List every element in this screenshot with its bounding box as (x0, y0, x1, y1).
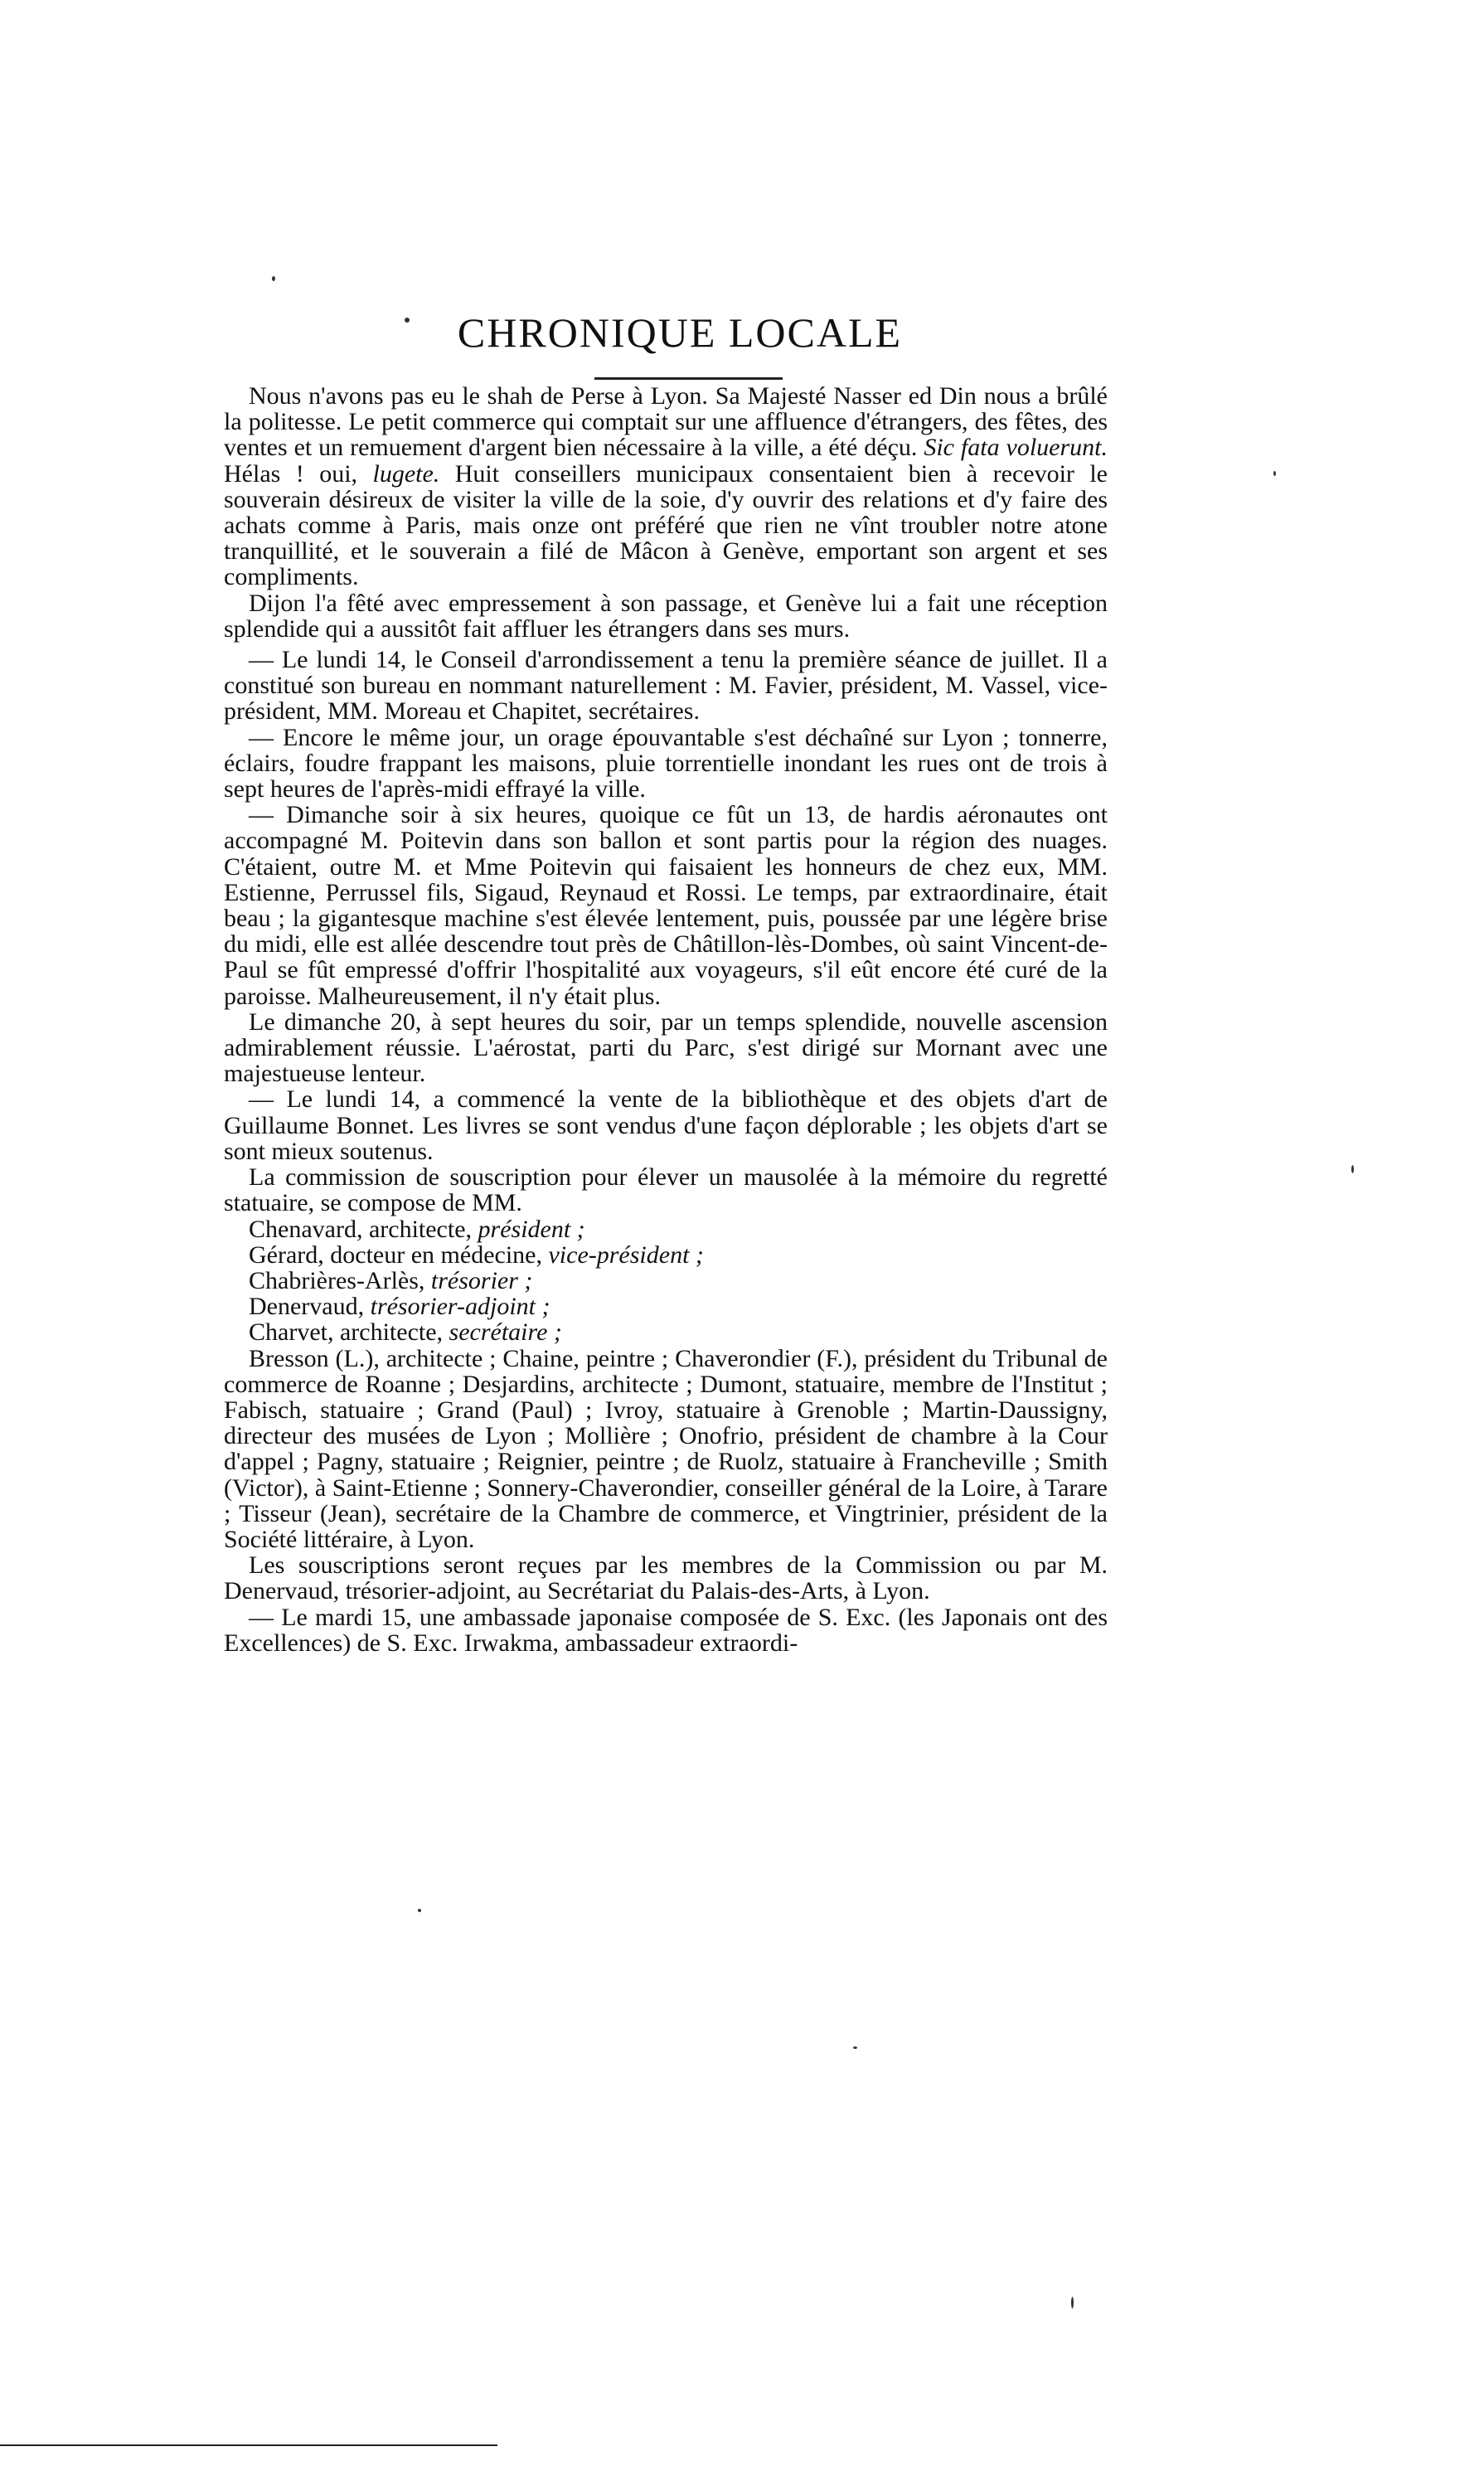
latin-phrase: Sic fata voluerunt. (924, 434, 1108, 462)
member-name: Charvet, architecte, (249, 1318, 444, 1347)
print-speck (1351, 1165, 1354, 1173)
role-line (224, 1242, 1108, 1268)
paragraph-members: Bresson (L.), architecte ; Chaine, peintre ; Chaverondier (F.), président du Tribunal de commerce de Roanne ; Desjardins, architecte ; Dumont, statuaire, membre de l'Institut ; Fabisch, statuaire ; Grand (Paul) ; Ivroy, statuaire à Grenoble ; Martin-Daussigny, directeur des musées de Lyon ; Mollière ; Onofrio, président de chambre à la Cour d'appel ; Pagny, statuaire ; Reignier, peintre ; de Ruolz, statuaire à Francheville ; Smith (Victor), à Saint-Etienne ; Sonnery-Chaverondier, conseiller général de la Loire, à Tarare ; Tisseur (Jean), secrétaire de la Chambre de commerce, et Vingtrinier, président de la Société littéraire, à Lyon. (224, 1344, 1108, 1553)
paragraph-ballon: — Dimanche soir à six heures, quoique ce fût un 13, de hardis aéronautes ont accompagné M. Poitevin dans son ballon et sont partis pour la région des nuages. C'étaient, outre M. et Mme Poitevin qui faisaient les honneurs de chez eux, MM. Estienne, Perrussel fils, Sigaud, Reynaud et Rossi. Le temps, par extraordinaire, était beau ; la gigantesque machine s'est élevée lentement, puis, poussée par une légère brise du midi, elle est allée descendre tout près de Châtillon-lès-Dombes, où saint Vincent-de-Paul se fût empressé d'offrir l'hospitalité aux voyageurs, s'il eût encore été curé de la paroisse. Malheureusement, il n'y était plus. (224, 801, 1108, 1010)
title-rule (594, 377, 783, 380)
print-speck (1071, 2297, 1074, 2308)
paragraph-commission: La commission de souscription pour élever un mausolée à la mémoire du regretté statuaire, se compose de MM. (224, 1163, 1108, 1217)
member-name: Denervaud, (249, 1293, 365, 1321)
latin-word: lugete. (372, 459, 440, 488)
paragraph-ascension: Le dimanche 20, à sept heures du soir, par un temps splendide, nouvelle ascension admirablement réussie. L'aérostat, parti du Parc, s'est dirigé sur Mornant avec une majestueuse lenteur. (224, 1007, 1108, 1088)
print-speck (418, 1909, 421, 1912)
paragraph-text: Huit conseillers municipaux consentaient bien à recevoir le souverain désireux de visiter la ville de la soie, d'y ouvrir des relations et d'y faire des achats comme à Paris, mais onze ont préféré que rien ne vînt troubler notre atone tranquillité, et le souverain a filé de Mâcon à Genève, emportant son argent et ses compliments. (224, 459, 1108, 591)
member-name: Gérard, docteur en médecine, (249, 1240, 542, 1269)
role-line (224, 1216, 1108, 1242)
member-role: président ; (478, 1215, 585, 1243)
paragraph-dijon: Dijon l'a fêté avec empressement à son passage, et Genève lui a fait une réception splendide qui a aussitôt fait affluer les étrangers dans ses murs. (224, 589, 1108, 643)
print-speck (853, 2046, 857, 2049)
role-line (224, 1294, 1108, 1319)
print-speck (272, 276, 275, 281)
member-name: Chenavard, architecte, (249, 1215, 473, 1243)
paragraph-conseil: — Le lundi 14, le Conseil d'arrondissement a tenu la première séance de juillet. Il a constitué son bureau en nommant naturellement : M. Favier, président, M. Vassel, vice-président, MM. Moreau et Chapitet, secrétaires. (224, 646, 1108, 726)
member-role: vice-président ; (548, 1240, 704, 1269)
paragraph-ambassade: — Le mardi 15, une ambassade japonaise composée de S. Exc. (les Japonais ont des Excellences) de S. Exc. Irwakma, ambassadeur extraordi- (224, 1603, 1108, 1657)
role-line (224, 1268, 1108, 1294)
paragraph-vente: — Le lundi 14, a commencé la vente de la bibliothèque et des objets d'art de Guillaume Bonnet. Les livres se sont vendus d'une façon déplorable ; les objets d'art se sont mieux soutenus. (224, 1085, 1108, 1165)
member-role: trésorier ; (430, 1266, 533, 1294)
print-speck (1273, 471, 1276, 476)
paragraph-text: Hélas ! oui, (224, 459, 358, 488)
paragraph-souscriptions: Les souscriptions seront reçues par les membres de la Commission ou par M. Denervaud, trésorier-adjoint, au Secrétariat du Palais-des-Arts, à Lyon. (224, 1551, 1108, 1605)
role-line (224, 1319, 1108, 1345)
member-role: secrétaire ; (449, 1318, 562, 1347)
paragraph-text: Nous n'avons pas eu le shah de Perse à Lyon. Sa Majesté Nasser ed Din nous a brûlé la politesse. Le petit commerce qui comptait sur une affluence d'étrangers, des fêtes, des ventes et un remuement d'argent bien nécessaire à la ville, a été déçu. (224, 382, 1108, 462)
article-body (224, 383, 1108, 1656)
print-speck (405, 318, 410, 323)
member-role: trésorier-adjoint ; (370, 1293, 550, 1321)
paragraph-shah (224, 383, 1108, 590)
member-name: Chabrières-Arlès, (249, 1266, 425, 1294)
page-bottom-rule (0, 2444, 497, 2446)
page-title: CHRONIQUE LOCALE (457, 309, 903, 356)
paragraph-orage: — Encore le même jour, un orage épouvantable s'est déchaîné sur Lyon ; tonnerre, éclairs, foudre frappant les maisons, pluie torrentielle inondant les rues ont de trois à sept heures de l'après-midi effrayé la ville. (224, 723, 1108, 803)
